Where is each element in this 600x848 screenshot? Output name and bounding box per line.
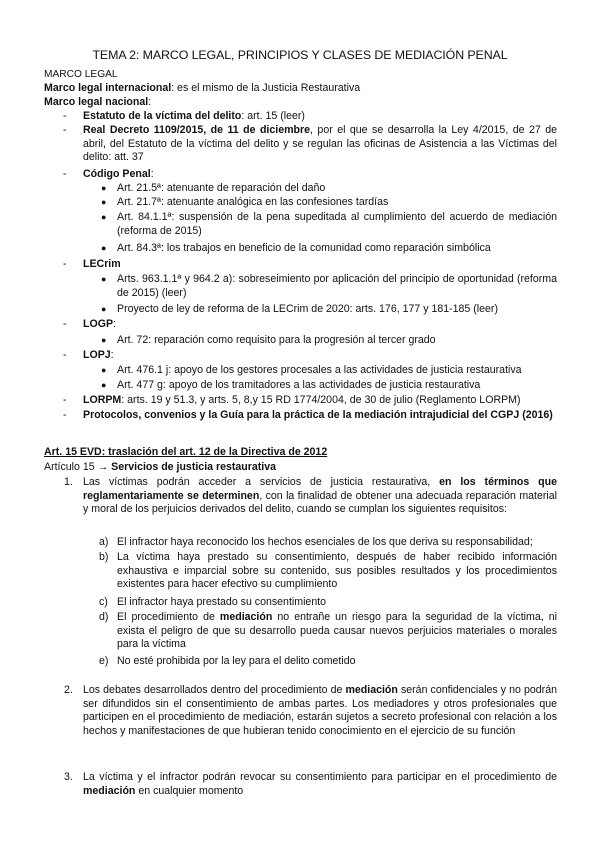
- item-codigo-penal: Código Penal:: [83, 168, 154, 180]
- requirement-item: El infractor haya reconocido los hechos esenciales de los que deriva su responsabilidad;: [117, 536, 533, 548]
- dash-marker: -: [63, 349, 67, 361]
- dash-marker: -: [63, 394, 67, 406]
- art15-heading: Art. 15 EVD: traslación del art. 12 de la Directiva de 2012: [44, 446, 328, 458]
- item-logp: LOGP:: [83, 318, 116, 330]
- logp-sub-item: Art. 72: reparación como requisito para la progresión al tercer grado: [117, 334, 436, 346]
- bullet-marker: ●: [101, 365, 107, 375]
- item-protocolos: Protocolos, convenios y la Guía para la práctica de la mediación intrajudicial del CGPJ (2016): [83, 409, 553, 421]
- requirement-item: No esté prohibida por la ley para el delito cometido: [117, 655, 356, 667]
- dash-marker: -: [63, 110, 67, 122]
- letter-marker: d): [99, 611, 109, 623]
- para-number: 3.: [64, 771, 73, 783]
- cp-sub-item: Art. 21.5ª: atenuante de reparación del daño: [117, 182, 326, 194]
- letter-marker: b): [99, 551, 109, 563]
- cp-sub-item: Art. 84.3ª: los trabajos en beneficio de la comunidad como reparación simbólica: [117, 242, 491, 254]
- item-lecrim: LECrim: [83, 258, 121, 270]
- marco-internacional: Marco legal internacional: es el mismo de la Justicia Restaurativa: [44, 82, 361, 94]
- letter-marker: c): [99, 596, 108, 608]
- bullet-marker: ●: [101, 380, 107, 390]
- bullet-marker: ●: [101, 243, 107, 253]
- marco-nacional: Marco legal nacional:: [44, 96, 152, 108]
- cp-sub-item: Art. 21.7ª: atenuante analógica en las confesiones tardías: [117, 196, 389, 208]
- item-lorpm: LORPM: arts. 19 y 51.3, y arts. 5, 8,y 15 RD 1774/2004, de 30 de julio (Reglamento LORPM): [83, 394, 521, 406]
- art15-paragraph-3: La víctima y el infractor podrán revocar su consentimiento para participar en el procedimiento de mediación en cualquier momento: [83, 771, 557, 797]
- lecrim-sub-item: Arts. 963.1.1ª y 964.2 a): sobreseimiento por aplicación del principio de oportunidad (reforma de 2015) (leer): [117, 273, 557, 299]
- dash-marker: -: [63, 318, 67, 330]
- requirement-item: El procedimiento de mediación no entrañe un riesgo para la seguridad de la víctima, ni exista el peligro de que su desarrollo pueda causar nuevos perjuicios materiales o morales para la víctima: [117, 611, 557, 651]
- bullet-marker: ●: [101, 197, 107, 207]
- bullet-marker: ●: [101, 335, 107, 345]
- page-title: TEMA 2: MARCO LEGAL, PRINCIPIOS Y CLASES DE MEDIACIÓN PENAL: [92, 48, 508, 62]
- dash-marker: -: [63, 258, 67, 270]
- marco-legal-heading: MARCO LEGAL: [44, 69, 118, 80]
- art15-paragraph-2: Los debates desarrollados dentro del procedimiento de mediación serán confidenciales y no podrán ser difundidos sin el consentimiento de ambas partes. Los mediadores y otros profesionales que participen en el procedimiento de mediación, estarán sujetos a secreto profesional con relación a los hechos y manifestaciones de que hubieran tenido conocimiento en el ejercicio de su función: [83, 684, 557, 737]
- lopj-sub-item: Art. 477 g: apoyo de los tramitadores a las actividades de justicia restaurativa: [117, 379, 481, 391]
- para-number: 1.: [64, 476, 73, 488]
- dash-marker: -: [63, 409, 67, 421]
- item-real-decreto: Real Decreto 1109/2015, de 11 de diciembre, por el que se desarrolla la Ley 4/2015, de 27 de abril, del Estatuto de la víctima del delito y se regulan las oficinas de Asistencia a las Víctimas del delito: att. 37: [83, 124, 558, 164]
- art15-paragraph-1: Las víctimas podrán acceder a servicios de justicia restaurativa, en los términos que reglamentariamente se determinen, con la finalidad de obtener una adecuada reparación material y moral de los perjuicios derivados del delito, cuando se cumplan los siguientes requisitos:: [83, 476, 557, 516]
- dash-marker: -: [63, 124, 67, 136]
- art15-subheading: Artículo 15 → Servicios de justicia restaurativa: [44, 461, 277, 473]
- bullet-marker: ●: [101, 212, 107, 222]
- lecrim-sub-item: Proyecto de ley de reforma de la LECrim de 2020: arts. 176, 177 y 181-185 (leer): [117, 303, 498, 315]
- requirement-item: El infractor haya prestado su consentimiento: [117, 596, 327, 608]
- lopj-sub-item: Art. 476.1 j: apoyo de los gestores procesales a las actividades de justicia restaurativa: [117, 364, 522, 376]
- requirement-item: La víctima haya prestado su consentimiento, después de haber recibido información exhaustiva e imparcial sobre su contenido, sus posibles resultados y los procedimientos existentes para hacer efectivo su cumplimiento: [117, 551, 557, 591]
- bullet-marker: ●: [101, 304, 107, 314]
- item-estatuto: Estatuto de la víctima del delito: art. 15 (leer): [83, 110, 305, 122]
- letter-marker: a): [99, 536, 109, 548]
- bullet-marker: ●: [101, 183, 107, 193]
- bullet-marker: ●: [101, 274, 107, 284]
- item-lopj: LOPJ:: [83, 349, 114, 361]
- para-number: 2.: [64, 684, 73, 696]
- arrow-icon: →: [97, 461, 109, 473]
- cp-sub-item: Art. 84.1.1ª: suspensión de la pena supeditada al cumplimiento del acuerdo de mediación (reforma de 2015): [117, 211, 557, 237]
- dash-marker: -: [63, 168, 67, 180]
- letter-marker: e): [99, 655, 109, 667]
